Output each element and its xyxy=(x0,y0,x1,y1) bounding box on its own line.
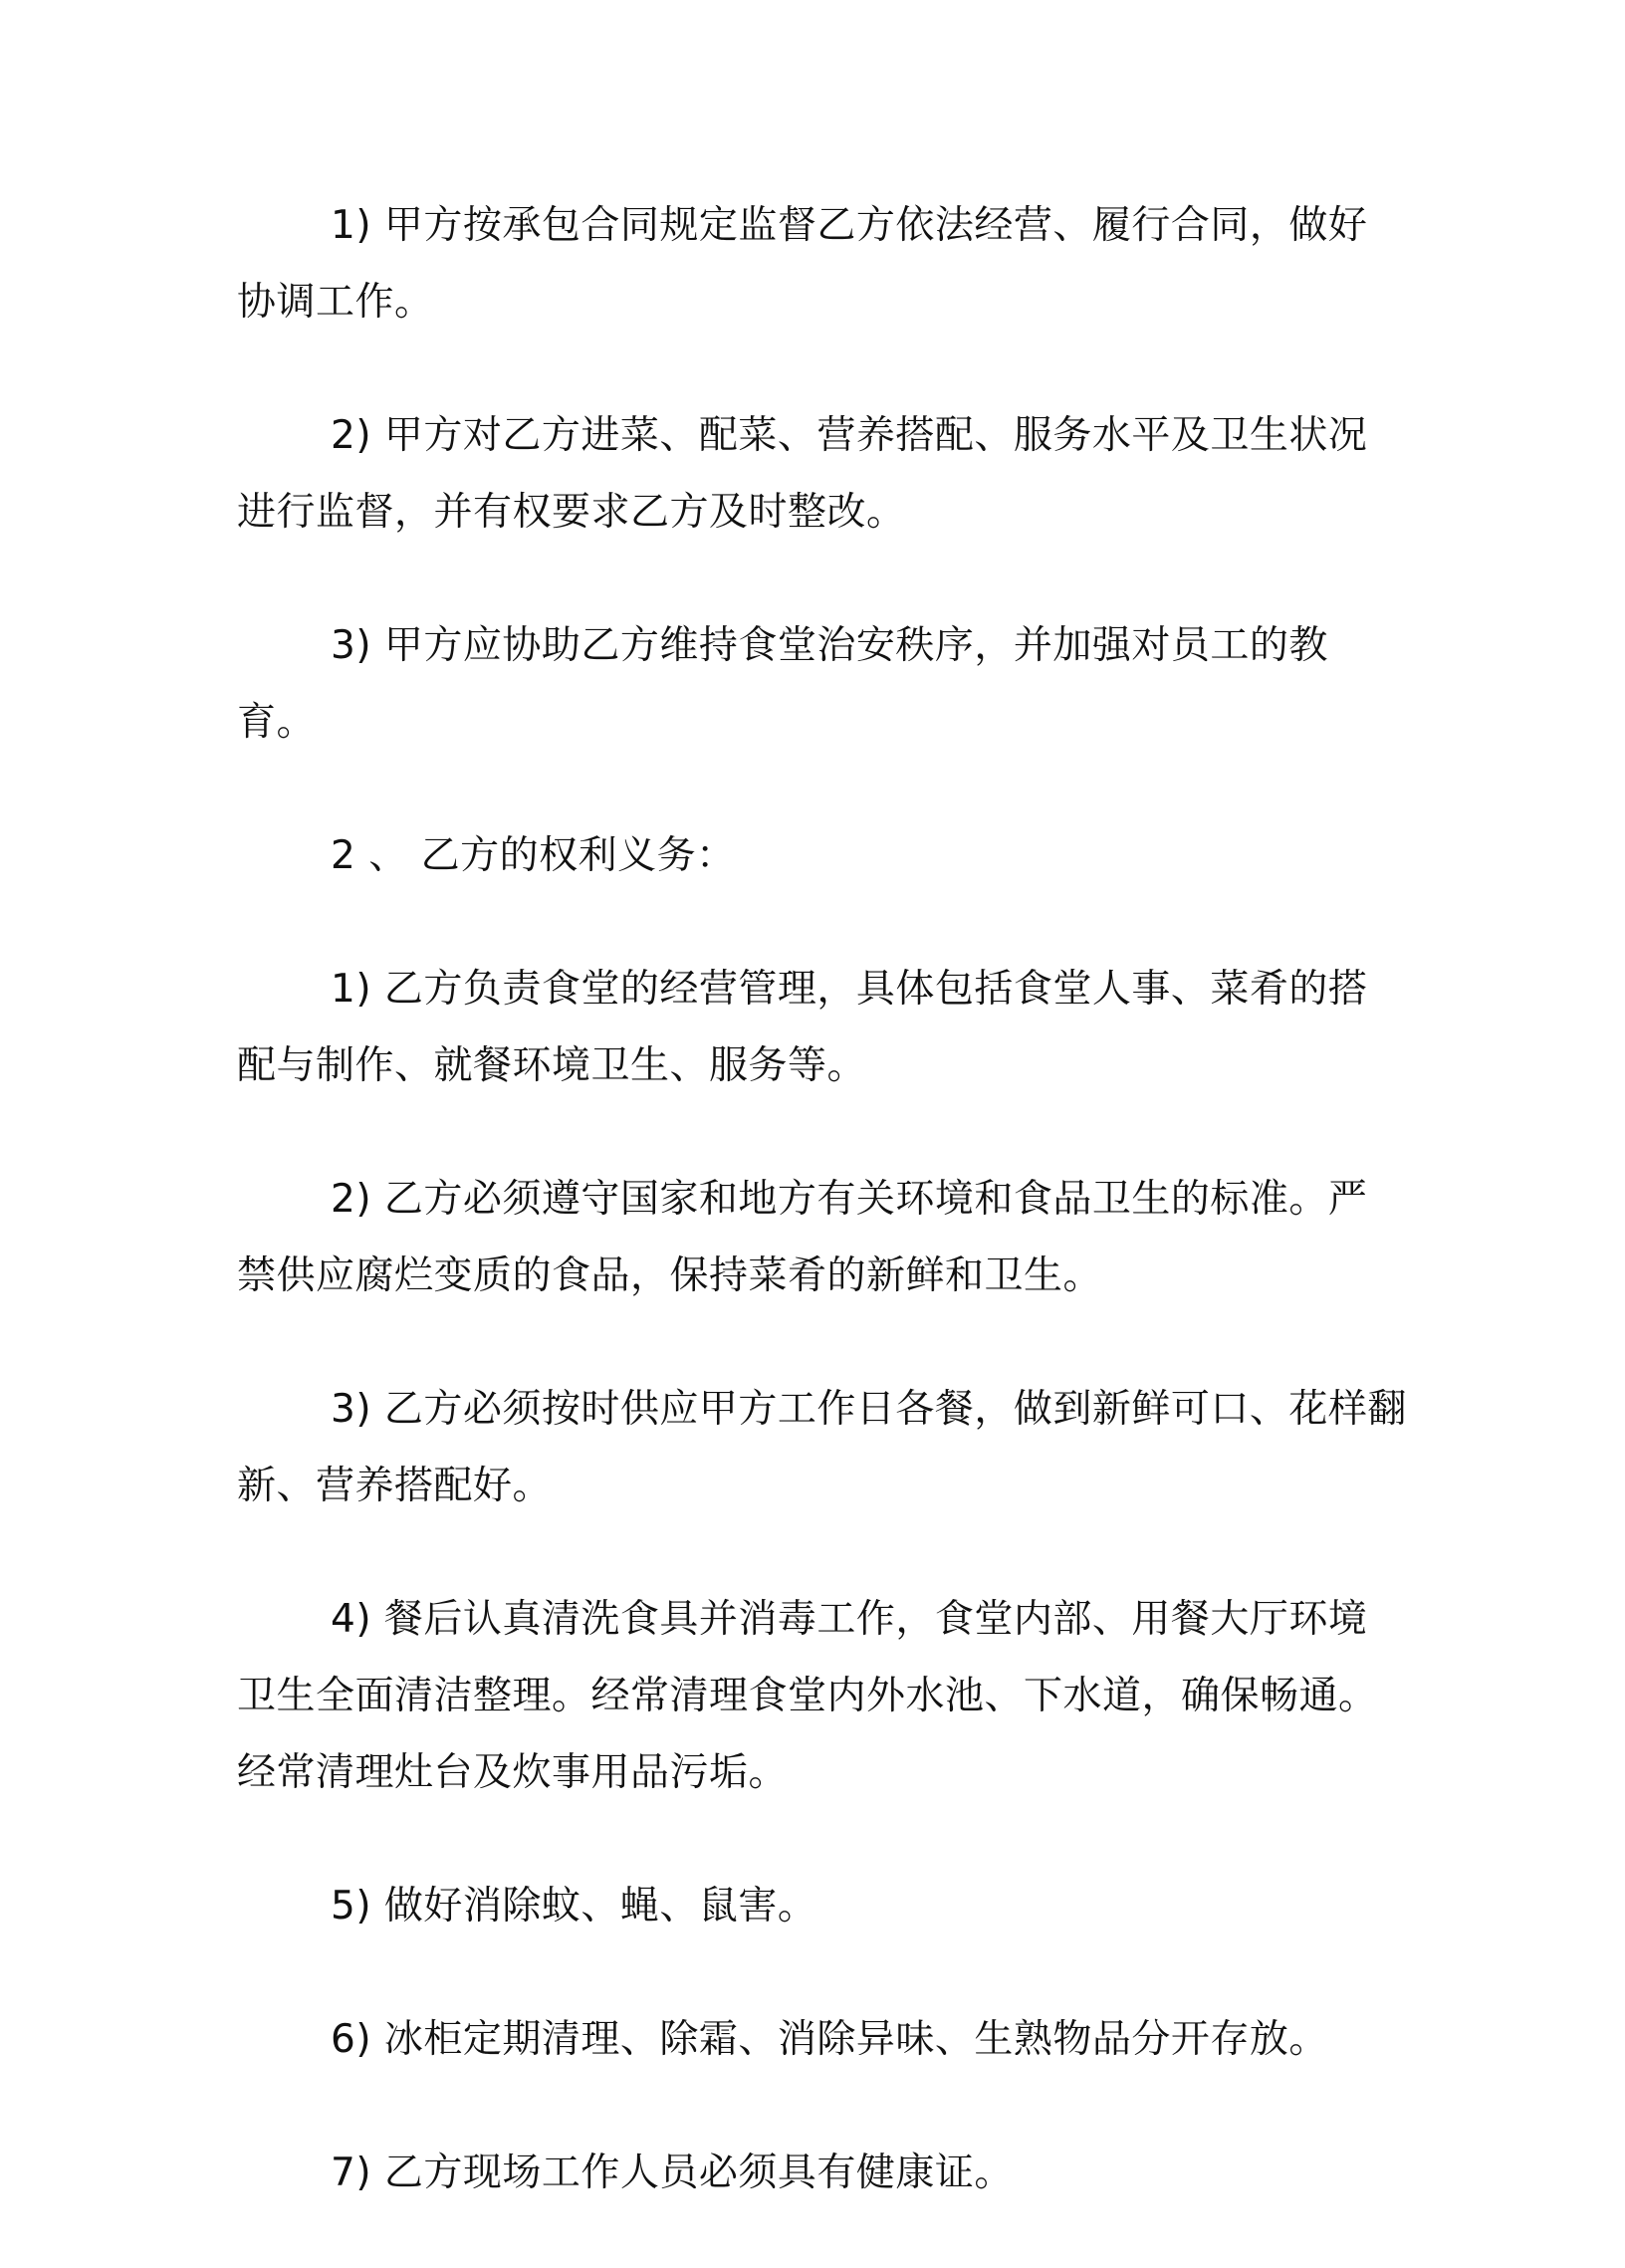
paragraph-party-b-freezer: 6) 冰柜定期清理、除霜、消除异味、生熟物品分开存放。 xyxy=(331,2017,1328,2062)
paragraph-party-b-management: 1) 乙方负责食堂的经营管理，具体包括食堂人事、菜肴的搭配与制作、就餐环境卫生、服务等。 xyxy=(237,967,1368,1088)
section-heading-party-b-rights: 2 、 乙方的权利义务： xyxy=(331,833,736,878)
paragraph-party-b-pests: 5) 做好消除蚊、蝇、鼠害。 xyxy=(331,1884,817,1928)
paragraph-party-a-supervise-contract: 1) 甲方按承包合同规定监督乙方依法经营、履行合同，做好协调工作。 xyxy=(237,203,1368,325)
paragraph-party-a-supervise-service: 2) 甲方对乙方进菜、配菜、营养搭配、服务水平及卫生状况进行监督，并有权要求乙方及时整改。 xyxy=(237,413,1368,535)
paragraph-party-b-meals: 3) 乙方必须按时供应甲方工作日各餐，做到新鲜可口、花样翻新、营养搭配好。 xyxy=(237,1387,1407,1508)
paragraph-party-b-cleaning: 4) 餐后认真清洗食具并消毒工作，食堂内部、用餐大厅环境卫生全面清洁整理。经常清理食堂内外水池、下水道，确保畅通。经常清理灶台及炊事用品污垢。 xyxy=(237,1597,1378,1795)
document-body xyxy=(237,187,1407,2268)
paragraph-party-b-health-certificate: 7) 乙方现场工作人员必须具有健康证。 xyxy=(331,2151,1014,2195)
paragraph-party-b-standards: 2) 乙方必须遵守国家和地方有关环境和食品卫生的标准。严禁供应腐烂变质的食品，保持菜肴的新鲜和卫生。 xyxy=(237,1177,1368,1298)
paragraph-party-a-order: 3) 甲方应协助乙方维持食堂治安秩序，并加强对员工的教育。 xyxy=(237,623,1328,745)
